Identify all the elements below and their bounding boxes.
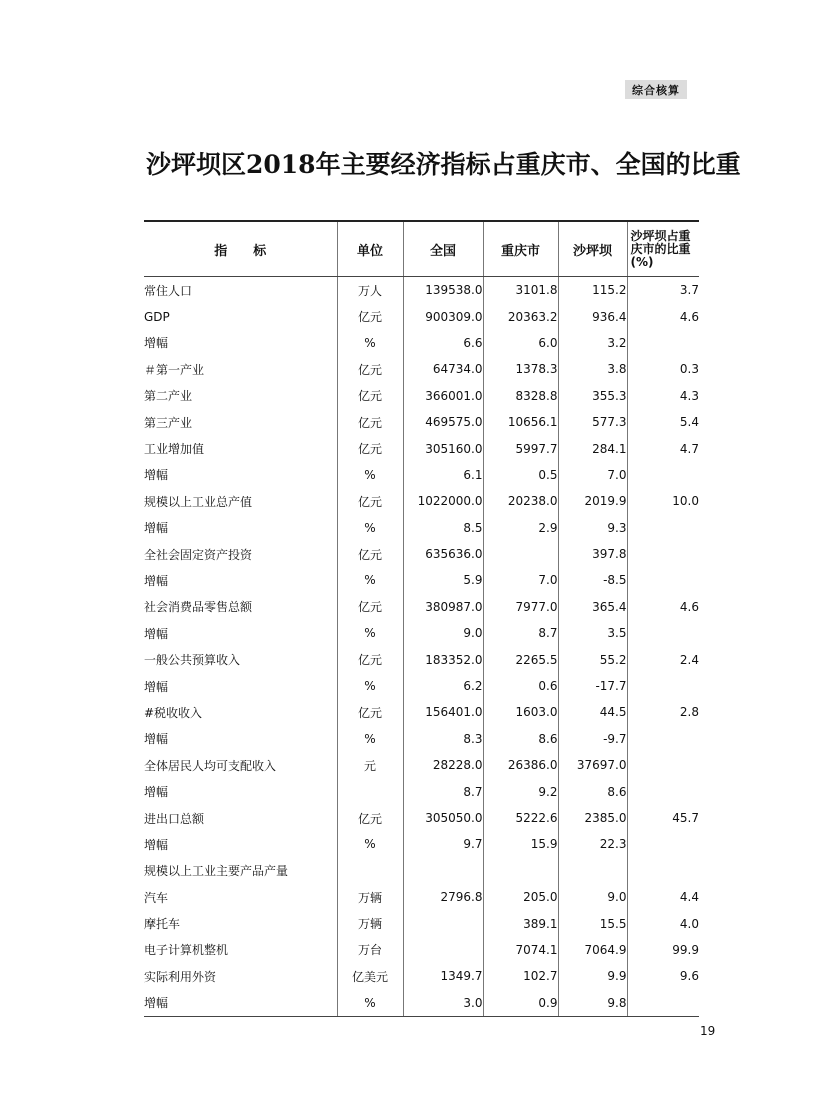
cell-shapingba: 7.0 — [558, 462, 627, 488]
cell-national: 6.6 — [403, 330, 483, 356]
cell-chongqing: 20238.0 — [483, 488, 558, 514]
cell-ratio — [627, 752, 699, 778]
cell-unit: 亿元 — [337, 383, 403, 409]
cell-shapingba: 284.1 — [558, 435, 627, 461]
table-row — [144, 831, 699, 857]
table-row — [144, 594, 699, 620]
cell-ratio: 10.0 — [627, 488, 699, 514]
cell-national: 9.0 — [403, 620, 483, 646]
cell-unit: 亿美元 — [337, 963, 403, 989]
cell-indicator: 常住人口 — [144, 283, 193, 298]
cell-shapingba: 9.0 — [558, 884, 627, 910]
cell-unit: 亿元 — [337, 699, 403, 725]
cell-chongqing: 8.6 — [483, 726, 558, 752]
cell-unit: 万台 — [337, 937, 403, 963]
cell-indicator: GDP — [144, 309, 170, 324]
table-row — [144, 752, 699, 778]
cell-ratio: 4.7 — [627, 435, 699, 461]
cell-indicator: 社会消费品零售总额 — [144, 600, 253, 615]
cell-indicator: 增幅 — [144, 521, 169, 536]
cell-indicator: 增幅 — [144, 626, 169, 641]
cell-indicator: 增幅 — [144, 573, 169, 588]
cell-unit: 亿元 — [337, 805, 403, 831]
cell-ratio — [627, 726, 699, 752]
cell-ratio: 4.3 — [627, 383, 699, 409]
cell-ratio: 4.0 — [627, 910, 699, 936]
cell-national: 900309.0 — [403, 303, 483, 329]
cell-unit: % — [337, 515, 403, 541]
cell-ratio: 0.3 — [627, 356, 699, 382]
cell-shapingba: -9.7 — [558, 726, 627, 752]
cell-chongqing: 0.9 — [483, 990, 558, 1017]
table-row — [144, 726, 699, 752]
cell-indicator: 增幅 — [144, 336, 169, 351]
cell-unit: % — [337, 831, 403, 857]
page-number: 19 — [700, 1024, 716, 1038]
cell-ratio — [627, 567, 699, 593]
cell-shapingba: 3.8 — [558, 356, 627, 382]
table-row — [144, 884, 699, 910]
cell-unit: 亿元 — [337, 356, 403, 382]
cell-shapingba: 44.5 — [558, 699, 627, 725]
cell-unit: % — [337, 990, 403, 1017]
cell-national: 64734.0 — [403, 356, 483, 382]
table-header-row — [144, 221, 699, 277]
cell-indicator: 摩托车 — [144, 917, 181, 932]
table-row — [144, 356, 699, 382]
cell-indicator: 增幅 — [144, 785, 169, 800]
cell-unit: 亿元 — [337, 488, 403, 514]
cell-national — [403, 910, 483, 936]
header-indicator: 指 标 — [144, 221, 337, 277]
cell-ratio: 4.6 — [627, 303, 699, 329]
cell-national — [403, 858, 483, 884]
cell-unit — [337, 858, 403, 884]
cell-chongqing: 1378.3 — [483, 356, 558, 382]
cell-indicator: 全社会固定资产投资 — [144, 547, 253, 562]
cell-unit: 亿元 — [337, 594, 403, 620]
cell-unit: 元 — [337, 752, 403, 778]
cell-shapingba: 22.3 — [558, 831, 627, 857]
table-row — [144, 910, 699, 936]
cell-national: 2796.8 — [403, 884, 483, 910]
cell-chongqing: 8328.8 — [483, 383, 558, 409]
cell-shapingba: 397.8 — [558, 541, 627, 567]
cell-indicator: 增幅 — [144, 990, 337, 1017]
table-row — [144, 383, 699, 409]
cell-shapingba: 9.9 — [558, 963, 627, 989]
cell-chongqing: 5222.6 — [483, 805, 558, 831]
cell-national: 183352.0 — [403, 646, 483, 672]
cell-chongqing: 0.6 — [483, 673, 558, 699]
cell-unit: 亿元 — [337, 409, 403, 435]
table-row — [144, 541, 699, 567]
table-row — [144, 330, 699, 356]
cell-ratio — [627, 673, 699, 699]
cell-national: 380987.0 — [403, 594, 483, 620]
cell-chongqing: 389.1 — [483, 910, 558, 936]
cell-chongqing: 15.9 — [483, 831, 558, 857]
cell-shapingba: 9.8 — [558, 990, 627, 1017]
cell-unit — [337, 778, 403, 804]
cell-ratio — [627, 330, 699, 356]
cell-chongqing: 6.0 — [483, 330, 558, 356]
cell-ratio: 9.6 — [627, 963, 699, 989]
cell-shapingba — [558, 858, 627, 884]
cell-unit: 万辆 — [337, 910, 403, 936]
cell-ratio — [627, 831, 699, 857]
cell-national: 1349.7 — [403, 963, 483, 989]
cell-chongqing: 7074.1 — [483, 937, 558, 963]
cell-unit: % — [337, 620, 403, 646]
cell-indicator: 规模以上工业主要产品产量 — [144, 864, 289, 879]
cell-indicator: 第二产业 — [144, 389, 193, 404]
cell-ratio — [627, 990, 699, 1017]
cell-shapingba: -8.5 — [558, 567, 627, 593]
cell-chongqing: 26386.0 — [483, 752, 558, 778]
cell-national: 3.0 — [403, 990, 483, 1017]
cell-indicator: 工业增加值 — [144, 442, 205, 457]
cell-national: 5.9 — [403, 567, 483, 593]
cell-chongqing: 7977.0 — [483, 594, 558, 620]
cell-national: 305160.0 — [403, 435, 483, 461]
cell-ratio: 99.9 — [627, 937, 699, 963]
table-row — [144, 462, 699, 488]
cell-chongqing: 0.5 — [483, 462, 558, 488]
cell-indicator: 增幅 — [144, 468, 169, 483]
cell-indicator: #税收收入 — [144, 705, 203, 720]
cell-chongqing: 5997.7 — [483, 435, 558, 461]
cell-indicator: 实际利用外资 — [144, 969, 217, 984]
table-row — [144, 567, 699, 593]
cell-unit: 亿元 — [337, 541, 403, 567]
cell-shapingba: 2019.9 — [558, 488, 627, 514]
cell-ratio — [627, 462, 699, 488]
cell-national: 1022000.0 — [403, 488, 483, 514]
table-row — [144, 515, 699, 541]
cell-shapingba: 577.3 — [558, 409, 627, 435]
cell-ratio — [627, 858, 699, 884]
cell-unit: 亿元 — [337, 646, 403, 672]
cell-national: 8.3 — [403, 726, 483, 752]
cell-chongqing: 1603.0 — [483, 699, 558, 725]
cell-national: 8.5 — [403, 515, 483, 541]
cell-indicator: 增幅 — [144, 837, 169, 852]
cell-indicator: 电子计算机整机 — [144, 943, 229, 958]
indicator-table — [144, 220, 699, 1017]
cell-unit: % — [337, 330, 403, 356]
table-row — [144, 409, 699, 435]
cell-unit: % — [337, 673, 403, 699]
table-row — [144, 303, 699, 329]
cell-chongqing: 9.2 — [483, 778, 558, 804]
cell-ratio — [627, 620, 699, 646]
cell-shapingba: 3.5 — [558, 620, 627, 646]
cell-ratio — [627, 515, 699, 541]
cell-chongqing: 7.0 — [483, 567, 558, 593]
cell-indicator: ＃第一产业 — [144, 362, 205, 377]
cell-national — [403, 937, 483, 963]
cell-chongqing: 3101.8 — [483, 277, 558, 304]
cell-indicator: 规模以上工业总产值 — [144, 494, 253, 509]
cell-ratio: 4.4 — [627, 884, 699, 910]
cell-national: 6.1 — [403, 462, 483, 488]
cell-shapingba: 37697.0 — [558, 752, 627, 778]
table-row — [144, 990, 699, 1017]
cell-shapingba: 8.6 — [558, 778, 627, 804]
cell-ratio — [627, 778, 699, 804]
table-row — [144, 277, 699, 304]
cell-unit: 万人 — [337, 277, 403, 304]
table-row — [144, 435, 699, 461]
cell-ratio: 4.6 — [627, 594, 699, 620]
cell-indicator: 增幅 — [144, 732, 169, 747]
table-row — [144, 963, 699, 989]
cell-shapingba: 9.3 — [558, 515, 627, 541]
section-tag: 综合核算 — [625, 80, 687, 99]
table-row — [144, 699, 699, 725]
table-row — [144, 673, 699, 699]
cell-ratio: 45.7 — [627, 805, 699, 831]
cell-chongqing: 8.7 — [483, 620, 558, 646]
cell-chongqing: 205.0 — [483, 884, 558, 910]
cell-shapingba: -17.7 — [558, 673, 627, 699]
cell-chongqing: 20363.2 — [483, 303, 558, 329]
header-chongqing: 重庆市 — [483, 221, 558, 277]
cell-shapingba: 55.2 — [558, 646, 627, 672]
table-body — [144, 277, 699, 1017]
cell-shapingba: 355.3 — [558, 383, 627, 409]
cell-unit: 万辆 — [337, 884, 403, 910]
cell-indicator: 第三产业 — [144, 415, 193, 430]
header-unit: 单位 — [337, 221, 403, 277]
cell-national: 366001.0 — [403, 383, 483, 409]
cell-national: 469575.0 — [403, 409, 483, 435]
cell-chongqing: 2.9 — [483, 515, 558, 541]
cell-national: 635636.0 — [403, 541, 483, 567]
cell-indicator: 全体居民人均可支配收入 — [144, 758, 277, 773]
table-row — [144, 858, 699, 884]
cell-unit: % — [337, 726, 403, 752]
cell-chongqing: 102.7 — [483, 963, 558, 989]
cell-national: 28228.0 — [403, 752, 483, 778]
cell-chongqing: 10656.1 — [483, 409, 558, 435]
header-shapingba: 沙坪坝 — [558, 221, 627, 277]
cell-shapingba: 365.4 — [558, 594, 627, 620]
cell-indicator: 一般公共预算收入 — [144, 653, 241, 668]
cell-unit: % — [337, 462, 403, 488]
cell-shapingba: 2385.0 — [558, 805, 627, 831]
cell-unit: 亿元 — [337, 303, 403, 329]
cell-national: 305050.0 — [403, 805, 483, 831]
cell-chongqing — [483, 858, 558, 884]
header-national: 全国 — [403, 221, 483, 277]
cell-national: 6.2 — [403, 673, 483, 699]
cell-indicator: 进出口总额 — [144, 811, 205, 826]
cell-ratio: 5.4 — [627, 409, 699, 435]
cell-national: 139538.0 — [403, 277, 483, 304]
cell-unit: % — [337, 567, 403, 593]
table-row — [144, 778, 699, 804]
header-ratio: 沙坪坝占重庆市的比重(%) — [627, 221, 699, 277]
cell-ratio: 3.7 — [627, 277, 699, 304]
cell-indicator: 增幅 — [144, 679, 169, 694]
cell-shapingba: 7064.9 — [558, 937, 627, 963]
table-row — [144, 937, 699, 963]
cell-unit: 亿元 — [337, 435, 403, 461]
table-row — [144, 488, 699, 514]
cell-ratio — [627, 541, 699, 567]
cell-chongqing — [483, 541, 558, 567]
cell-chongqing: 2265.5 — [483, 646, 558, 672]
cell-ratio: 2.4 — [627, 646, 699, 672]
cell-national: 9.7 — [403, 831, 483, 857]
table-row — [144, 805, 699, 831]
cell-shapingba: 936.4 — [558, 303, 627, 329]
cell-shapingba: 15.5 — [558, 910, 627, 936]
page-title: 沙坪坝区2018年主要经济指标占重庆市、全国的比重 — [146, 150, 741, 179]
cell-national: 8.7 — [403, 778, 483, 804]
cell-indicator: 汽车 — [144, 890, 169, 905]
cell-ratio: 2.8 — [627, 699, 699, 725]
table-row — [144, 646, 699, 672]
table-row — [144, 620, 699, 646]
cell-national: 156401.0 — [403, 699, 483, 725]
cell-shapingba: 3.2 — [558, 330, 627, 356]
cell-shapingba: 115.2 — [558, 277, 627, 304]
